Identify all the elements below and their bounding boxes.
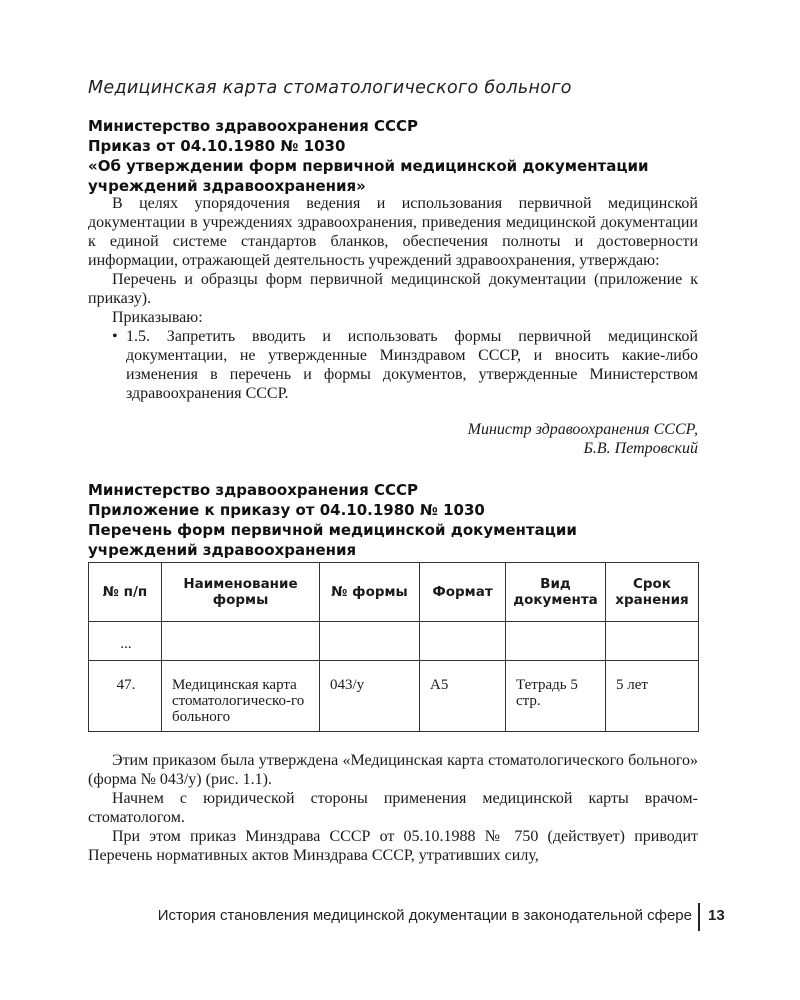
appendix-heading-line: Приложение к приказу от 04.10.1980 № 1030 [88, 501, 485, 519]
body-paragraph: Этим приказом была утверждена «Медицинская карта стоматологического больного» (форма № 043/у) (рис. 1.1). [88, 752, 698, 788]
table-cell [420, 622, 506, 661]
decree-heading [88, 116, 649, 196]
signature [88, 420, 698, 458]
decree-paragraph: В целях упорядочения ведения и использования первичной медицинской документации в учреждениях здравоохранения, приведения медицинской документации к единой системе стандартов бланков, обеспечения полноты и достоверности информации, отражающей деятельность учреждений здравоохранения, утверждаю: [88, 195, 698, 269]
table-cell: Тетрадь 5 стр. [506, 661, 606, 732]
footer-divider [698, 903, 700, 931]
decree-heading-line: «Об утверждении форм первичной медицинской документации [88, 157, 649, 175]
after-table-body [88, 751, 698, 865]
body-paragraph: Начнем с юридической стороны применения медицинской карты врачом-стоматологом. [88, 790, 698, 826]
appendix-heading-line: Перечень форм первичной медицинской документации [88, 521, 577, 539]
body-paragraph: При этом приказ Минздрава СССР от 05.10.1988 № 750 (действует) приводит Перечень нормативных актов Минздрава СССР, утративших силу, [88, 828, 698, 864]
decree-body [88, 194, 698, 403]
signature-name: Б.В. Петровский [583, 440, 698, 457]
table-header-row [89, 563, 699, 622]
table-cell [320, 622, 420, 661]
table-cell: Медицинская карта стоматологическо-го больного [162, 661, 320, 732]
table-row [89, 661, 699, 732]
forms-table [88, 562, 699, 732]
column-header: Формат [420, 563, 506, 622]
column-header: Наименование формы [162, 563, 320, 622]
signature-title: Министр здравоохранения СССР, [467, 421, 698, 438]
section-title: Медицинская карта стоматологического больного [88, 78, 572, 98]
bullet-text: 1.5. Запретить вводить и использовать формы первичной медицинской документации, не утвержденные Минздравом СССР, и вносить какие-либо изменения в перечень и формы документов, утвержденные Министерством здравоохранения СССР. [126, 328, 698, 402]
table-cell [162, 622, 320, 661]
decree-paragraph: Перечень и образцы форм первичной медицинской документации (приложение к приказу). [88, 271, 698, 307]
table-cell: 47. [89, 661, 162, 732]
page-footer [0, 903, 800, 931]
decree-heading-line: Приказ от 04.10.1980 № 1030 [88, 137, 346, 155]
table-cell: 043/у [320, 661, 420, 732]
decree-heading-line: Министерство здравоохранения СССР [88, 117, 419, 135]
page-number: 13 [708, 907, 725, 924]
running-title: История становления медицинской документации в законодательной сфере [157, 907, 692, 924]
bullet-icon: • [112, 328, 118, 345]
decree-heading-line: учреждений здравоохранения» [88, 177, 366, 195]
column-header: № формы [320, 563, 420, 622]
table-cell [506, 622, 606, 661]
decree-paragraph: Приказываю: [112, 309, 203, 326]
table-cell: 5 лет [606, 661, 699, 732]
table-cell: ... [89, 622, 162, 661]
column-header: Вид документа [506, 563, 606, 622]
table-cell [606, 622, 699, 661]
appendix-heading-line: учреждений здравоохранения [88, 541, 357, 559]
appendix-heading-line: Министерство здравоохранения СССР [88, 481, 419, 499]
appendix-heading [88, 480, 577, 560]
column-header: № п/п [89, 563, 162, 622]
table-row [89, 622, 699, 661]
decree-bullet-item [88, 327, 698, 403]
column-header: Срок хранения [606, 563, 699, 622]
table-cell: А5 [420, 661, 506, 732]
